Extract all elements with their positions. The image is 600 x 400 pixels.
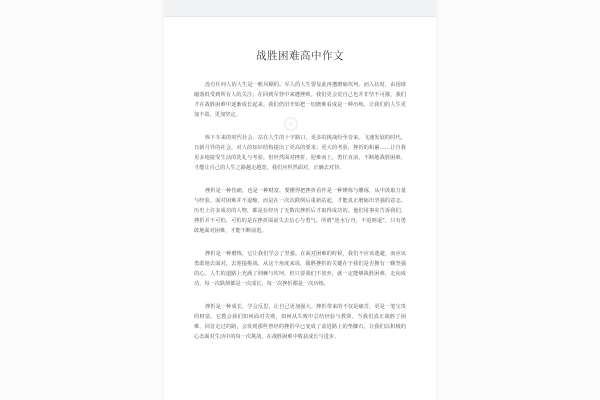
watermark-mark: ⊙ — [298, 247, 328, 278]
page-header-strip — [164, 0, 436, 17]
body-paragraph: 纵下车来的时代社会，站在人生的十字路口，更多的挑战纷至沓来。飞速发展的时代，日新月异的社会，对人的知识结构提出了更高的要求；更大的考验，挫折的积累……让自我更多地接受生活的洗礼与考验。但坦然面对挫折，迎难而上，勇往直前，不断地战胜困难，才能让自己的人生之路越走越宽，我们应坦然面对，正确去对待。 — [194, 135, 406, 171]
body-paragraph: 没有任何人的人生是一帆风顺的。军人的人生要显此再遭磨砺坎坷。而入伍时，由国球磁落低受到所有人的关注；在回到军营中来遭挫败。我们更会觉自己也并非坚不可摧，我们才在战胜困难中逐渐成长起来。我们仍旧开始把一切磨难看成是一种历练，让我们的人生更加丰盈，更加坚定。 — [194, 82, 406, 118]
document-body — [194, 80, 406, 355]
document-page — [164, 0, 436, 400]
watermark-mark: ⊙ — [276, 109, 306, 140]
body-paragraph: 挫折是一种伤痛，也是一种财富。要懂得把挫折看作是一种锤炼与雕琢，从中汲取力量与经验。面对困难并不退缩，而是在一次次跌倒后重新站起，才能真正磨砺出坚强的意志。历史上许多成功的人物，都是在经历了无数次挫折后才取得成功的。他们用事实告诉我们，挫折并不可怕，可怕的是在挫折面前失去信心与勇气。所谓“逆水行舟，不进则退”，只有勇敢地面对困难，才能不断前进。 — [194, 188, 406, 234]
document-title: 战胜困难高中作文 — [256, 50, 344, 62]
body-paragraph: 挫折是一种磨炼，它让我们学会了坚强。在面对困难的时候，我们不应该逃避，而应该勇敢地去面对，去迎接挑战。从这个角度来说，战胜挫折的关键在于我们是否拥有一颗坚强的心。人生的道路上充满了荆棘与坎坷，但只要我们不放弃，就一定能够战胜困难，走向成功。每一次跌倒都是一次成长，每一次挫折都是一次历练。 — [194, 251, 406, 287]
body-paragraph: 挫折是一种成长，学会反思，让自己更加强大。挫折带来的不仅是痛苦，更是一笔宝贵的财富。它教会我们如何面对失败，如何从失败中总结经验与教训。当我们真正战胜了困难，回首走过的路，会发现那些曾经的挫折早已变成了前进路上的垫脚石。让我们以积极的心态面对生活中的每一次挑战，在战胜困难中收获成长与进步。 — [194, 304, 406, 340]
